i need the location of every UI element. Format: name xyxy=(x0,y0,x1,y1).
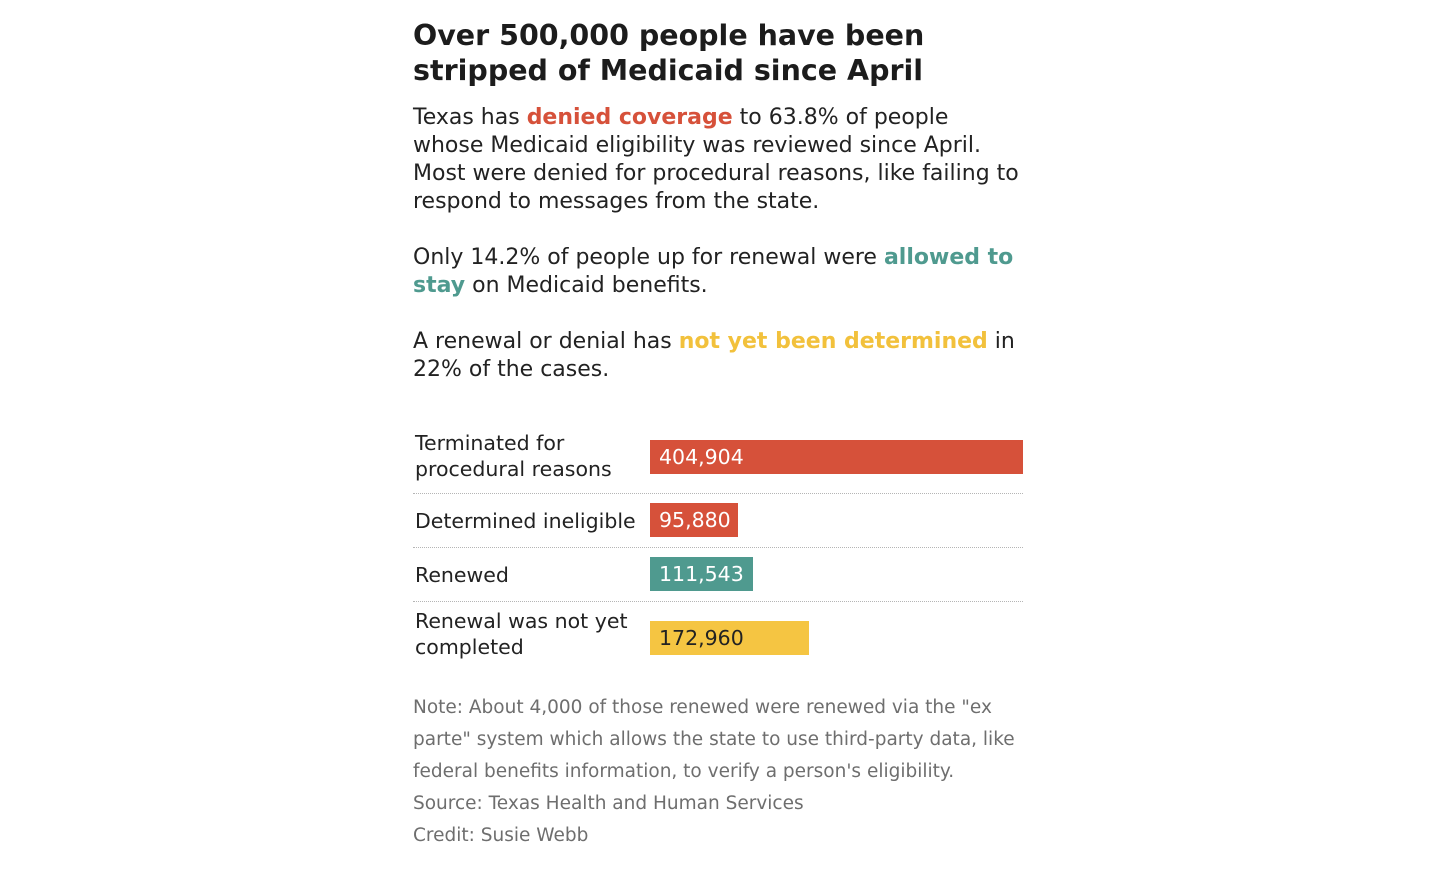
bar-row xyxy=(413,427,1023,494)
article-header xyxy=(413,18,1023,384)
bar xyxy=(650,557,753,591)
paragraph-text: on Medicaid benefits. xyxy=(465,273,708,298)
bar-value-label: 404,904 xyxy=(659,445,744,469)
bar-category-label: Determined ineligible xyxy=(415,509,636,533)
paragraph-text: A renewal or denial has xyxy=(413,329,679,354)
bar-category-label: Terminated for procedural reasons xyxy=(415,431,612,481)
intro-paragraph-pending xyxy=(413,328,1023,384)
bar xyxy=(650,503,738,537)
paragraph-text: Only 14.2% of people up for renewal were xyxy=(413,245,884,270)
intro-paragraph-renewed xyxy=(413,244,1023,300)
chart-title: Over 500,000 people have been stripped of Medicaid since April xyxy=(413,19,925,87)
credit-line: Credit: Susie Webb xyxy=(413,825,589,846)
bar-category-label: Renewal was not yet completed xyxy=(415,609,628,659)
bar xyxy=(650,440,1023,474)
intro-paragraph-denied xyxy=(413,104,1023,216)
footnote: Note: About 4,000 of those renewed were renewed via the "ex parte" system which allows the state to use third-party data, like federal benefits information, to verify a person's eligibility. xyxy=(413,697,1015,782)
chart-footer xyxy=(413,692,1023,852)
bar-value-label: 111,543 xyxy=(659,562,744,586)
bar-row xyxy=(413,602,1023,664)
paragraph-text: to 63.8% of people whose Medicaid eligibility was reviewed since April. Most were denied for procedural reasons, like failing to respond to messages from the state. xyxy=(413,105,1019,214)
source-line: Source: Texas Health and Human Services xyxy=(413,793,804,814)
highlight-not-yet-determined: not yet been determined xyxy=(678,329,988,354)
bar-category-label: Renewed xyxy=(415,563,509,587)
highlight-denied-coverage: denied coverage xyxy=(526,105,733,130)
bar-value-label: 172,960 xyxy=(659,626,744,650)
bar-value-label: 95,880 xyxy=(659,508,731,532)
paragraph-text: in 22% of the cases. xyxy=(413,329,1015,382)
bar-row xyxy=(413,494,1023,548)
bar-chart xyxy=(413,427,1023,664)
highlight-allowed-to-stay: allowed to stay xyxy=(413,245,1014,298)
bar-row xyxy=(413,548,1023,602)
paragraph-text: Texas has xyxy=(413,105,527,130)
bar xyxy=(650,621,809,655)
